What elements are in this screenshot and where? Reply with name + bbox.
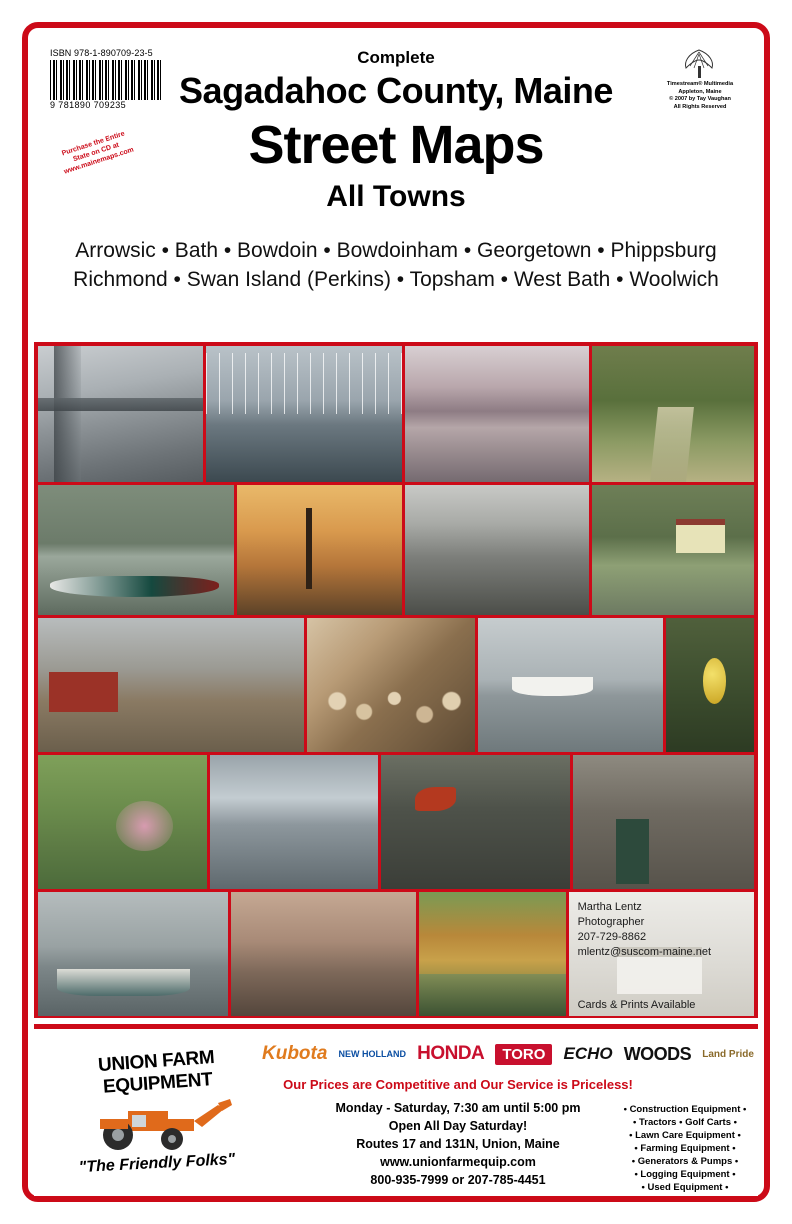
service-item: • Farming Equipment •	[634, 1143, 736, 1154]
photographer-phone: 207-729-8862	[577, 931, 647, 943]
ad-services-list	[620, 1103, 750, 1194]
union-tagline: "The Friendly Folks"	[78, 1150, 236, 1177]
photo-canoes-on-shore	[38, 485, 234, 615]
photo-row-1	[38, 346, 754, 482]
publisher-copyright: © 2007 by Tay Vaughan	[669, 96, 731, 103]
union-farm-equipment-logo	[50, 1046, 264, 1177]
ad-address: Routes 17 and 131N, Union, Maine	[356, 1137, 560, 1151]
brand-logo-new-holland: NEW HOLLAND	[338, 1049, 407, 1059]
photo-mosaic	[34, 342, 758, 1018]
ad-phones: 800-935-7999 or 207-785-4451	[370, 1173, 546, 1187]
photo-harbor-sailboats	[206, 346, 402, 482]
service-item: • Used Equipment •	[641, 1182, 729, 1193]
photo-bare-tree-sunrise	[237, 485, 402, 615]
photographer-email: mlentz@suscom-maine.net	[577, 946, 712, 958]
brand-logo-woods: WOODS	[623, 1043, 692, 1064]
photo-country-road	[592, 346, 754, 482]
brand-logo-echo: ECHO	[563, 1044, 613, 1063]
title-eyebrow: Complete	[357, 48, 435, 67]
photo-skiff-in-mist	[38, 892, 228, 1016]
photo-old-barn-chairs	[573, 755, 754, 889]
towns-list	[56, 236, 736, 294]
photo-flowering-garden	[38, 755, 207, 889]
photo-fall-foliage-stream	[419, 892, 566, 1016]
photo-bridge-in-fog	[38, 346, 203, 482]
cards-prints-note: Cards & Prints Available	[577, 999, 696, 1011]
towns-line-1: Arrowsic • Bath • Bowdoin • Bowdoinham • Georgetown • Phippsburg	[75, 239, 717, 262]
towns-line-2: Richmond • Swan Island (Perkins) • Topsham • West Bath • Woolwich	[73, 268, 719, 291]
photo-stacked-logs	[307, 618, 476, 752]
photographer-credit-card	[569, 892, 754, 1016]
page-title: Street Maps	[248, 115, 544, 175]
ad-website[interactable]: www.unionfarmequip.com	[380, 1155, 536, 1169]
photo-icy-river-sunset	[405, 346, 589, 482]
publisher-rights: All Rights Reserved	[673, 103, 727, 110]
photo-ice-floe-river	[210, 755, 379, 889]
photo-row-4	[38, 755, 754, 889]
photographer-name: Martha Lentz	[577, 901, 642, 913]
title-subtitle: All Towns	[326, 180, 466, 213]
title-block	[40, 40, 752, 340]
ad-contact-block	[270, 1099, 646, 1189]
brand-logo-kubota: Kubota	[262, 1043, 328, 1064]
title-county: Sagadahoc County, Maine	[179, 70, 613, 111]
photographer-role: Photographer	[577, 916, 645, 928]
photo-lobster-boat-fog	[478, 618, 662, 752]
photo-rocky-coast	[405, 485, 589, 615]
barcode-number: 9 781890 709235	[50, 100, 127, 110]
service-item: • Tractors • Golf Carts •	[633, 1117, 737, 1128]
ad-slogan: Our Prices are Competitive and Our Service is Priceless!	[283, 1077, 633, 1092]
advertisement	[34, 1024, 758, 1196]
service-item: • Construction Equipment •	[623, 1104, 747, 1115]
brand-logo-land-pride: Land Pride	[702, 1048, 754, 1060]
photo-autumn-rocks	[381, 755, 569, 889]
photo-row-5	[38, 892, 754, 1016]
publisher-location: Appleton, Maine	[678, 88, 722, 95]
brand-logo-honda: HONDA	[417, 1043, 485, 1064]
photo-wharf-boats-sunset	[231, 892, 415, 1016]
service-item: • Generators & Pumps •	[631, 1156, 739, 1167]
publisher-name: Timestream® Multimedia	[666, 81, 734, 87]
photographer-info	[578, 900, 711, 960]
ad-hours-line-1: Monday - Saturday, 7:30 am until 5:00 pm	[335, 1101, 581, 1115]
photo-hillside-village	[38, 618, 304, 752]
photo-yellow-buoy	[666, 618, 754, 752]
ad-hours-line-2: Open All Day Saturday!	[388, 1119, 528, 1133]
brand-logo-toro: TORO	[495, 1044, 552, 1065]
cd-purchase-stamp: Purchase the Entire State on CD at www.mainemaps.com	[60, 129, 135, 176]
service-item: • Logging Equipment •	[634, 1169, 736, 1180]
photo-yellow-cottage	[592, 485, 754, 615]
service-item: • Lawn Care Equipment •	[629, 1130, 741, 1141]
photo-row-3	[38, 618, 754, 752]
union-company-name: UNION FARM EQUIPMENT	[97, 1046, 215, 1098]
photo-row-2	[38, 485, 754, 615]
tractor-icon	[82, 1097, 232, 1153]
isbn-text: ISBN 978-1-890709-23-5	[50, 48, 153, 58]
brand-logo-row	[262, 1037, 754, 1071]
